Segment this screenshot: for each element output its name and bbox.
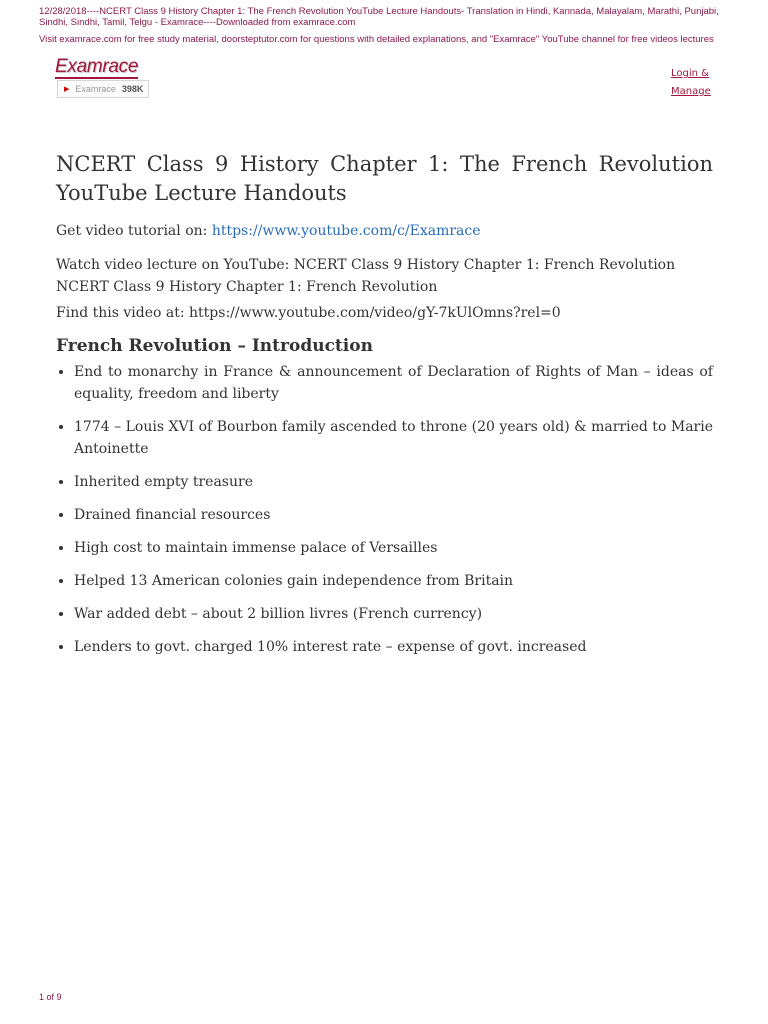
page-title: NCERT Class 9 History Chapter 1: The French Revolution YouTube Lecture Handouts xyxy=(56,152,713,205)
list-item: • End to monarchy in France & announcement of Declaration of Rights of Man – ideas of equality, freedom and liberty xyxy=(74,361,713,405)
youtube-channel-name: Examrace xyxy=(75,84,116,94)
list-item: • 1774 – Louis XVI of Bourbon family ascended to throne (20 years old) & married to Marie Antoinette xyxy=(74,416,713,460)
tutorial-line xyxy=(56,220,713,242)
youtube-subscriber-count: 398K xyxy=(121,84,144,94)
print-header-visit-line: Visit examrace.com for free study material, doorsteptutor.com for questions with detailed explanations, and "Examrace" YouTube channel for free videos lectures xyxy=(39,34,714,45)
watch-line-2: NCERT Class 9 History Chapter 1: French Revolution xyxy=(56,279,438,295)
login-link[interactable]: Login & xyxy=(671,68,709,79)
tutorial-prefix: Get video tutorial on: xyxy=(56,223,212,239)
article xyxy=(56,150,713,669)
youtube-channel-link[interactable]: https://www.youtube.com/c/Examrace xyxy=(211,223,481,239)
watch-block xyxy=(56,254,713,298)
login-manage xyxy=(671,65,711,101)
print-header xyxy=(39,7,739,46)
find-video-line: Find this video at: https://www.youtube.com/video/gY-7kUlOmns?rel=0 xyxy=(56,305,561,321)
manage-link[interactable]: Manage xyxy=(671,86,711,97)
list-item: • Drained financial resources xyxy=(74,504,713,526)
youtube-subscribe-badge[interactable] xyxy=(57,80,149,98)
page-number: 1 of 9 xyxy=(39,992,62,1002)
bullet-list xyxy=(56,361,713,658)
section-heading: French Revolution – Introduction xyxy=(56,336,373,356)
list-item: • War added debt – about 2 billion livres (French currency) xyxy=(74,603,713,625)
list-item: • Helped 13 American colonies gain independence from Britain xyxy=(74,570,713,592)
watch-line: Watch video lecture on YouTube: NCERT Class 9 History Chapter 1: French Revolution xyxy=(56,257,676,273)
examrace-logo[interactable]: Examrace xyxy=(55,56,139,77)
list-item: • Lenders to govt. charged 10% interest rate – expense of govt. increased xyxy=(74,636,713,658)
print-header-line: 12/28/2018----NCERT Class 9 History Chapter 1: The French Revolution YouTube Lecture Handouts- Translation in Hindi, Kannada, Malayalam, Marathi, Punjabi, Sindhi, Sindhi, Tamil, Telgu - Examrace----Downloaded from examrace.com xyxy=(39,6,719,28)
list-item: • High cost to maintain immense palace of Versailles xyxy=(74,537,713,559)
list-item: • Inherited empty treasure xyxy=(74,471,713,493)
youtube-play-icon: ▶ xyxy=(64,86,70,93)
